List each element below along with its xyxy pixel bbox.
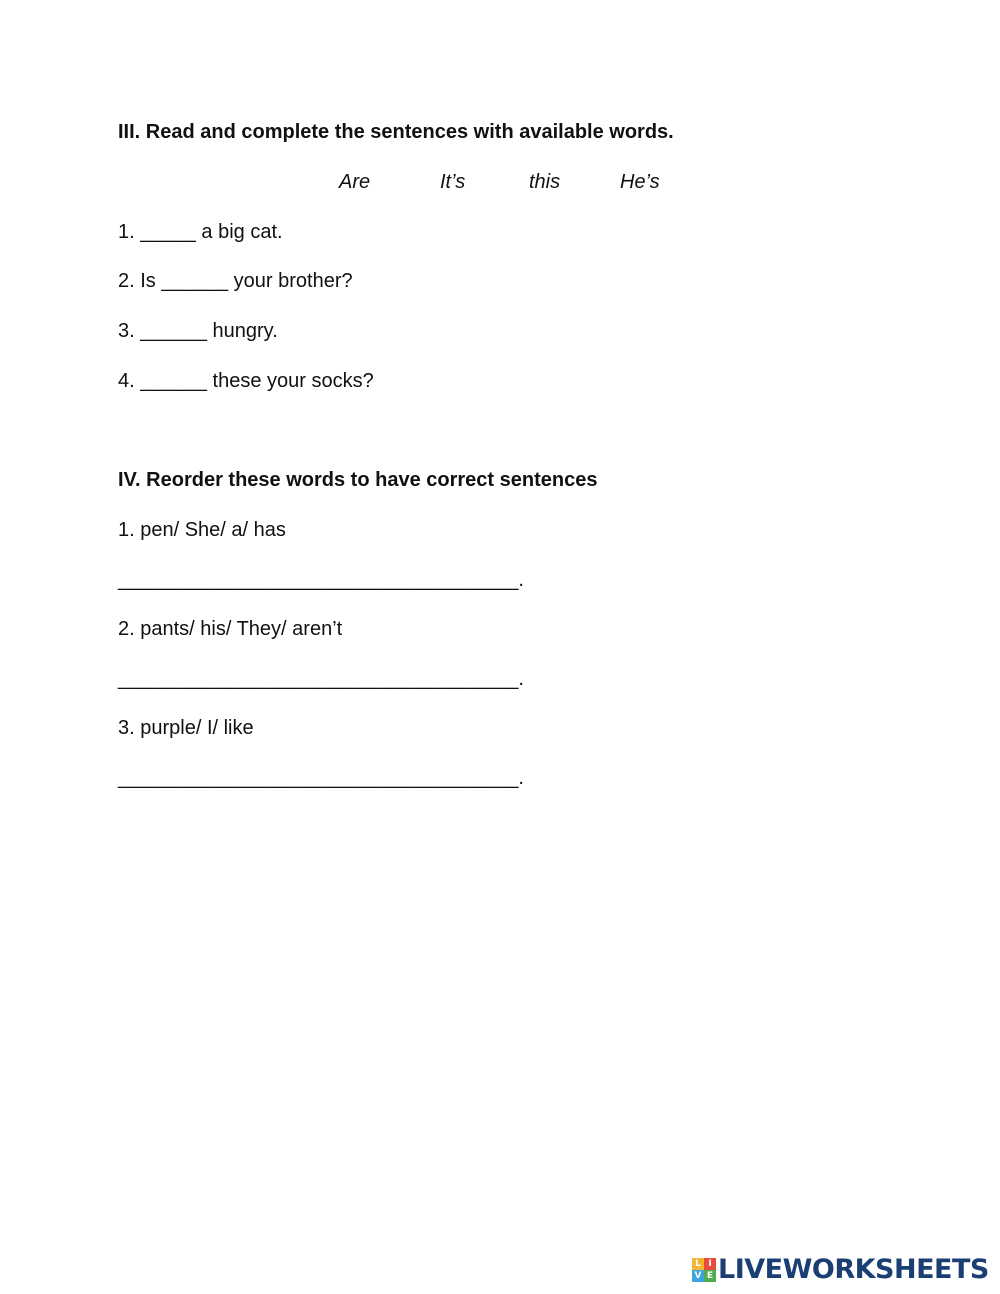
reorder-answer-line-2[interactable]: ____________________________________. [118, 668, 524, 690]
word-bank-item: He’s [620, 171, 660, 193]
section-3-title: III. Read and complete the sentences with available words. [118, 121, 674, 143]
reorder-prompt-2: 2. pants/ his/ They/ aren’t [118, 618, 343, 640]
reorder-prompt-1: 1. pen/ She/ a/ has [118, 519, 286, 541]
logo-mark-icon [692, 1258, 716, 1282]
logo-text: LIVEWORKSHEETS [718, 1254, 989, 1285]
fill-in-sentence-4[interactable]: 4. ______ these your socks? [118, 370, 374, 392]
logo-mark-letter: L [692, 1258, 704, 1270]
word-bank-item: It’s [440, 171, 466, 193]
liveworksheets-logo [692, 1255, 989, 1285]
word-bank-item: this [529, 171, 561, 193]
reorder-answer-line-3[interactable]: ____________________________________. [118, 767, 524, 789]
logo-mark-letter: V [692, 1270, 704, 1282]
reorder-prompt-3: 3. purple/ I/ like [118, 717, 254, 739]
fill-in-sentence-2[interactable]: 2. Is ______ your brother? [118, 270, 353, 292]
logo-mark-letter: I [704, 1258, 716, 1270]
section-4-title: IV. Reorder these words to have correct sentences [118, 469, 598, 491]
fill-in-sentence-1[interactable]: 1. _____ a big cat. [118, 221, 283, 243]
word-bank-item: Are [339, 171, 371, 193]
reorder-answer-line-1[interactable]: ____________________________________. [118, 569, 524, 591]
logo-mark-letter: E [704, 1270, 716, 1282]
fill-in-sentence-3[interactable]: 3. ______ hungry. [118, 320, 278, 342]
